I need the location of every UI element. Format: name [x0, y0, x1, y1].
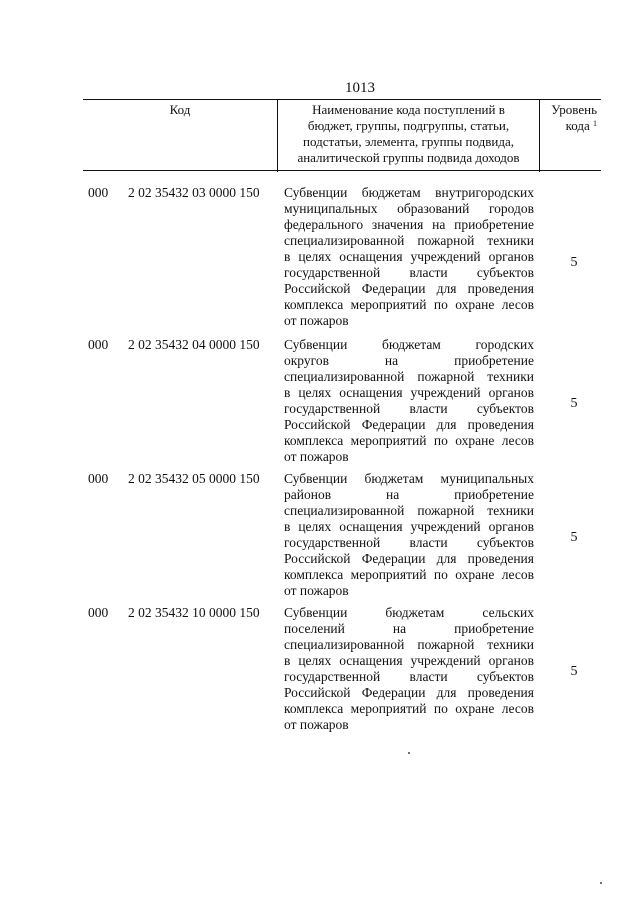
desc-line: Субвенции бюджетам внутригородских — [284, 185, 534, 200]
desc-line: в целях оснащения учреждений органов — [284, 249, 534, 264]
desc-line: государственной власти субъектов — [284, 669, 534, 684]
table-row — [0, 471, 640, 609]
header-level-line1: Уровень — [551, 102, 597, 117]
header-name-line: Наименование кода поступлений в — [312, 102, 505, 117]
header-name-line: подстатьи, элемента, группы подвида, — [303, 134, 514, 149]
row-description — [284, 337, 534, 465]
desc-line: от пожаров — [284, 717, 349, 732]
header-level — [540, 100, 601, 172]
row-level: 5 — [570, 664, 578, 679]
desc-line: государственной власти субъектов — [284, 265, 534, 280]
desc-line: государственной власти субъектов — [284, 535, 534, 550]
row-description — [284, 185, 534, 329]
desc-line: специализированной пожарной техники — [284, 233, 534, 248]
header-level-line2 — [540, 118, 601, 134]
desc-line: в целях оснащения учреждений органов — [284, 385, 534, 400]
desc-line: Российской Федерации для проведения — [284, 685, 534, 700]
desc-line: комплекса мероприятий по охране лесов — [284, 701, 534, 716]
row-description — [284, 471, 534, 599]
row-code: 2 02 35432 03 0000 150 — [128, 185, 260, 200]
desc-line: муниципальных образований городов — [284, 201, 534, 216]
desc-line: специализированной пожарной техники — [284, 503, 534, 518]
desc-line: специализированной пожарной техники — [284, 637, 534, 652]
table-row — [0, 605, 640, 743]
desc-line: Субвенции бюджетам муниципальных — [284, 471, 534, 486]
desc-line: Субвенции бюджетам городских — [284, 337, 534, 352]
row-level: 5 — [570, 255, 578, 270]
desc-line: Российской Федерации для проведения — [284, 417, 534, 432]
page-number: 1013 — [345, 80, 375, 96]
desc-line: от пожаров — [284, 313, 349, 328]
row-prefix: 000 — [88, 471, 109, 486]
desc-line: Российской Федерации для проведения — [284, 281, 534, 296]
row-level: 5 — [570, 530, 578, 545]
desc-line: специализированной пожарной техники — [284, 369, 534, 384]
desc-line: комплекса мероприятий по охране лесов — [284, 297, 534, 312]
table-row — [0, 337, 640, 475]
desc-line: округов на приобретение — [284, 353, 534, 368]
desc-line: от пожаров — [284, 583, 349, 598]
scan-speck — [600, 882, 602, 884]
desc-line: поселений на приобретение — [284, 621, 534, 636]
table-row — [0, 185, 640, 328]
row-prefix: 000 — [88, 605, 109, 620]
row-level: 5 — [570, 396, 578, 411]
header-code — [83, 100, 278, 172]
header-level-word: кода — [565, 118, 590, 133]
header-name-line: бюджет, группы, подгруппы, статьи, — [307, 118, 510, 133]
desc-line: районов на приобретение — [284, 487, 534, 502]
row-prefix: 000 — [88, 337, 109, 352]
row-code: 2 02 35432 10 0000 150 — [128, 605, 260, 620]
desc-line: комплекса мероприятий по охране лесов — [284, 433, 534, 448]
header-name-line: аналитической группы подвида доходов — [297, 150, 520, 165]
desc-line: Субвенции бюджетам сельских — [284, 605, 534, 620]
scan-speck — [408, 752, 410, 754]
header-code-label: Код — [169, 102, 191, 117]
row-code: 2 02 35432 05 0000 150 — [128, 471, 260, 486]
desc-line: в целях оснащения учреждений органов — [284, 519, 534, 534]
desc-line: Российской Федерации для проведения — [284, 551, 534, 566]
footnote-marker: 1 — [593, 119, 597, 128]
desc-line: в целях оснащения учреждений органов — [284, 653, 534, 668]
desc-line: от пожаров — [284, 449, 349, 464]
desc-line: федерального значения на приобретение — [284, 217, 534, 232]
desc-line: комплекса мероприятий по охране лесов — [284, 567, 534, 582]
row-prefix: 000 — [88, 185, 109, 200]
table-header — [83, 99, 601, 171]
row-code: 2 02 35432 04 0000 150 — [128, 337, 260, 352]
header-name — [278, 100, 540, 172]
row-description — [284, 605, 534, 733]
desc-line: государственной власти субъектов — [284, 401, 534, 416]
